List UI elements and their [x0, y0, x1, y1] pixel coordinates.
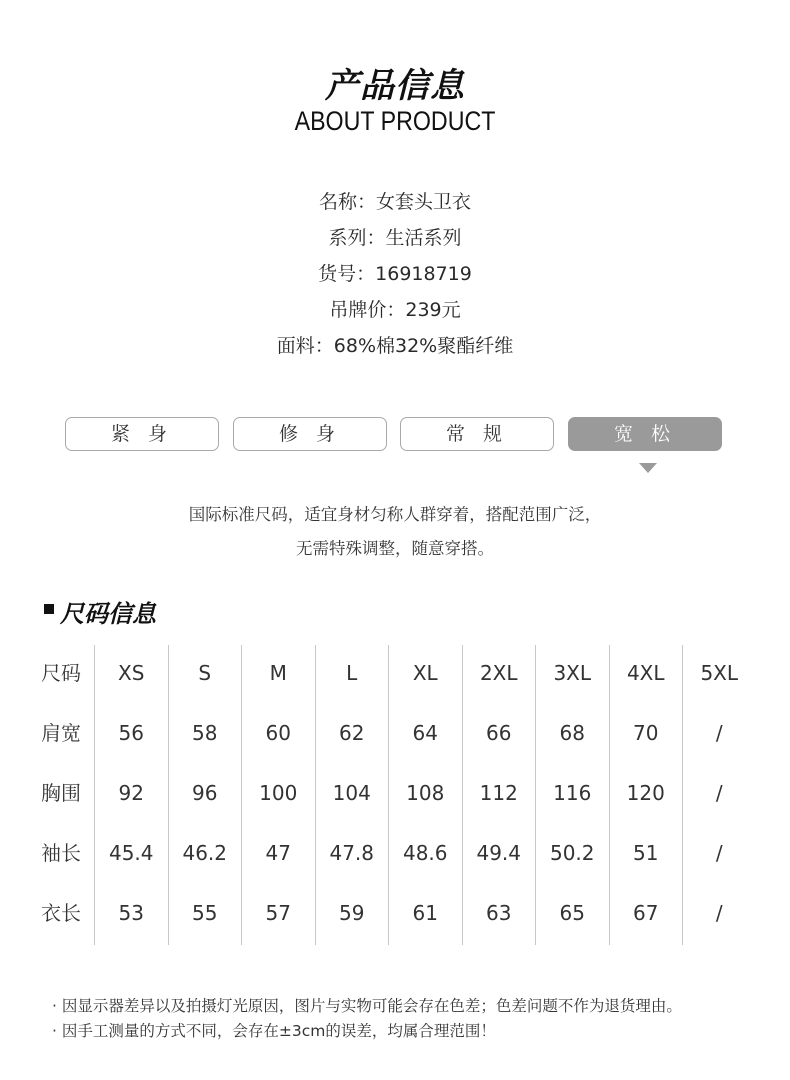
table-row [28, 825, 756, 885]
table-cell: 51 [609, 825, 683, 885]
table-cell: 5XL [682, 645, 756, 705]
table-cell: 59 [315, 885, 389, 945]
size-table [28, 645, 756, 945]
table-row-label: 袖长 [41, 841, 81, 865]
table-cell: 47.8 [315, 825, 389, 885]
table-cell: 66 [462, 705, 536, 765]
fit-option-tailored[interactable]: 修 身 [233, 417, 387, 451]
fit-pointer-icon [639, 463, 657, 473]
table-cell: 68 [535, 705, 609, 765]
table-cell: 60 [241, 705, 315, 765]
table-cell: 61 [388, 885, 462, 945]
table-cell: 46.2 [168, 825, 242, 885]
table-cell: / [682, 885, 756, 945]
product-price: 吊牌价：239元 [329, 299, 461, 321]
table-cell: 48.6 [388, 825, 462, 885]
table-cell: 92 [94, 765, 168, 825]
table-cell: 65 [535, 885, 609, 945]
square-bullet-icon [44, 604, 54, 614]
table-cell: 2XL [462, 645, 536, 705]
table-cell: 112 [462, 765, 536, 825]
size-section-title: 尺码信息 [60, 600, 156, 628]
table-cell: 63 [462, 885, 536, 945]
product-series: 系列：生活系列 [328, 227, 462, 249]
product-name: 名称：女套头卫衣 [318, 191, 471, 213]
table-cell: XL [388, 645, 462, 705]
table-cell: 67 [609, 885, 683, 945]
table-row-label: 尺码 [41, 661, 81, 685]
fit-option-slim[interactable]: 紧 身 [65, 417, 219, 451]
table-row-label: 肩宽 [41, 721, 81, 745]
table-cell: M [241, 645, 315, 705]
fit-option-regular[interactable]: 常 规 [400, 417, 554, 451]
table-cell: 47 [241, 825, 315, 885]
table-cell: 56 [94, 705, 168, 765]
table-cell: 70 [609, 705, 683, 765]
table-cell: 100 [241, 765, 315, 825]
table-cell: 62 [315, 705, 389, 765]
fit-option-loose[interactable]: 宽 松 [568, 417, 722, 451]
table-cell: / [682, 825, 756, 885]
table-cell: XS [94, 645, 168, 705]
product-info [0, 186, 790, 366]
page-title: 产品信息 [325, 66, 465, 106]
table-cell: L [315, 645, 389, 705]
table-cell: / [682, 765, 756, 825]
page-subtitle: ABOUT PRODUCT [294, 106, 496, 136]
table-row-label: 衣长 [41, 901, 81, 925]
fit-selector [65, 417, 725, 453]
table-header-row [28, 645, 756, 705]
note-color-difference: · 因显示器差异以及拍摄灯光原因，图片与实物可能会存在色差；色差问题不作为退货理由。 [52, 997, 682, 1015]
table-cell: 3XL [535, 645, 609, 705]
product-fabric: 面料：68%棉32%聚酯纤维 [276, 335, 514, 357]
table-cell: 57 [241, 885, 315, 945]
notes [52, 995, 682, 1045]
table-cell: 45.4 [94, 825, 168, 885]
table-cell: 104 [315, 765, 389, 825]
table-cell: 64 [388, 705, 462, 765]
table-cell: 96 [168, 765, 242, 825]
table-cell: 108 [388, 765, 462, 825]
table-row [28, 765, 756, 825]
table-cell: 116 [535, 765, 609, 825]
table-cell: 120 [609, 765, 683, 825]
table-cell: / [682, 705, 756, 765]
table-row-label: 胸围 [41, 781, 81, 805]
fit-description-line: 无需特殊调整，随意穿搭。 [296, 539, 494, 558]
table-cell: 4XL [609, 645, 683, 705]
note-measurement-error: · 因手工测量的方式不同，会存在±3cm的误差，均属合理范围！ [52, 1022, 496, 1040]
product-sku: 货号：16918719 [318, 263, 472, 285]
fit-description-line: 国际标准尺码，适宜身材匀称人群穿着，搭配范围广泛， [188, 505, 602, 524]
table-cell: 58 [168, 705, 242, 765]
table-cell: S [168, 645, 242, 705]
table-row [28, 705, 756, 765]
fit-description [0, 500, 790, 568]
table-cell: 50.2 [535, 825, 609, 885]
table-cell: 53 [94, 885, 168, 945]
table-cell: 55 [168, 885, 242, 945]
table-cell: 49.4 [462, 825, 536, 885]
table-row [28, 885, 756, 945]
